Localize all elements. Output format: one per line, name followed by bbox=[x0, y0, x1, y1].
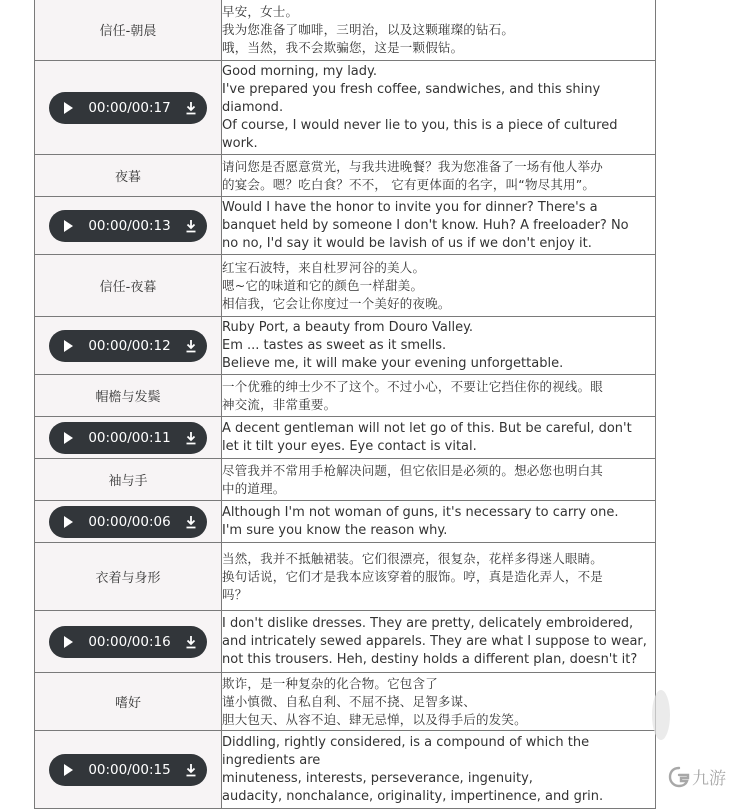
play-icon[interactable] bbox=[62, 431, 74, 445]
text-line: 早安，女士。 bbox=[222, 3, 299, 19]
audio-time: 00:00/00:12 bbox=[88, 337, 171, 354]
audio-time: 00:00/00:06 bbox=[88, 513, 171, 530]
play-icon[interactable] bbox=[62, 763, 74, 777]
voice-label-row bbox=[35, 375, 656, 417]
text-line: 我为您准备了咖啡，三明治，以及这颗璀璨的钻石。 bbox=[222, 21, 515, 37]
audio-player[interactable] bbox=[49, 506, 207, 538]
voice-title: 帽檐与发鬓 bbox=[35, 375, 222, 417]
audio-cell bbox=[35, 731, 222, 809]
chinese-text bbox=[222, 255, 656, 317]
play-icon[interactable] bbox=[62, 515, 74, 529]
audio-player[interactable] bbox=[49, 754, 207, 786]
download-icon[interactable] bbox=[185, 339, 197, 353]
text-line: minuteness, interests, perseverance, ingenuity, bbox=[222, 770, 533, 786]
text-line: 中的道理。 bbox=[222, 480, 286, 496]
audio-player[interactable] bbox=[49, 330, 207, 362]
english-text bbox=[222, 501, 656, 543]
watermark bbox=[668, 764, 726, 789]
english-text bbox=[222, 61, 656, 155]
audio-time: 00:00/00:17 bbox=[88, 99, 171, 116]
jiuyou-logo-icon bbox=[668, 766, 690, 788]
voice-audio-row bbox=[35, 317, 656, 375]
english-text bbox=[222, 317, 656, 375]
play-icon[interactable] bbox=[62, 219, 74, 233]
voice-label-row bbox=[35, 155, 656, 197]
text-line: 欺诈，是一种复杂的化合物。它包含了 bbox=[222, 675, 438, 691]
text-line: Diddling, rightly considered, is a compound of which the bbox=[222, 734, 590, 750]
download-icon[interactable] bbox=[185, 219, 197, 233]
text-line: I've prepared you fresh coffee, sandwiches, and this shiny bbox=[222, 81, 601, 97]
english-text bbox=[222, 731, 656, 809]
chinese-text bbox=[222, 375, 656, 417]
audio-cell bbox=[35, 611, 222, 673]
chinese-text bbox=[222, 155, 656, 197]
text-line: 吗？ bbox=[222, 586, 248, 602]
audio-player[interactable] bbox=[49, 626, 207, 658]
audio-time: 00:00/00:13 bbox=[88, 217, 171, 234]
play-icon[interactable] bbox=[62, 101, 74, 115]
text-line: 嗯~它的味道和它的颜色一样甜美。 bbox=[222, 277, 424, 293]
voice-label-row bbox=[35, 459, 656, 501]
text-line: 谨小慎微、自私自利、不屈不挠、足智多谋、 bbox=[222, 693, 477, 709]
text-line: not this trousers. Heh, destiny holds a different plan, doesn't it? bbox=[222, 651, 638, 667]
voice-audio-row bbox=[35, 501, 656, 543]
text-line: Of course, I would never lie to you, this is a piece of cultured bbox=[222, 117, 618, 133]
text-line: and intricately sewed apparels. They are what I suppose to wear, bbox=[222, 633, 647, 649]
voice-title: 信任-朝晨 bbox=[35, 0, 222, 61]
text-line: banquet held by someone I don't know. Huh? A freeloader? No bbox=[222, 217, 629, 233]
text-line: Although I'm not woman of guns, it's necessary to carry one. bbox=[222, 504, 619, 520]
english-text bbox=[222, 417, 656, 459]
voice-audio-row bbox=[35, 197, 656, 255]
text-line: Em ... tastes as sweet as it smells. bbox=[222, 337, 447, 353]
voice-title: 夜暮 bbox=[35, 155, 222, 197]
text-line: no no, I'd say it would be lavish of us if we don't enjoy it. bbox=[222, 235, 592, 251]
text-line: 换句话说，它们才是我本应该穿着的服饰。哼，真是造化弄人，不是 bbox=[222, 568, 604, 584]
chinese-text bbox=[222, 543, 656, 611]
audio-cell bbox=[35, 197, 222, 255]
voice-audio-row bbox=[35, 731, 656, 809]
audio-cell bbox=[35, 61, 222, 155]
audio-time: 00:00/00:16 bbox=[88, 633, 171, 650]
voice-lines-table bbox=[34, 0, 656, 809]
voice-title: 嗜好 bbox=[35, 673, 222, 731]
download-icon[interactable] bbox=[185, 763, 197, 777]
voice-audio-row bbox=[35, 417, 656, 459]
text-line: Good morning, my lady. bbox=[222, 63, 377, 79]
english-text bbox=[222, 611, 656, 673]
english-text bbox=[222, 197, 656, 255]
voice-title: 信任-夜暮 bbox=[35, 255, 222, 317]
text-line: ingredients are bbox=[222, 752, 321, 768]
download-icon[interactable] bbox=[185, 635, 197, 649]
text-line: A decent gentleman will not let go of this. But be careful, don't bbox=[222, 420, 632, 436]
voice-title: 袖与手 bbox=[35, 459, 222, 501]
text-line: I don't dislike dresses. They are pretty, delicately embroidered, bbox=[222, 615, 634, 631]
text-line: Ruby Port, a beauty from Douro Valley. bbox=[222, 319, 474, 335]
watermark-text: 九游 bbox=[692, 769, 726, 789]
download-icon[interactable] bbox=[185, 431, 197, 445]
audio-player[interactable] bbox=[49, 422, 207, 454]
text-line: let it tilt your eyes. Eye contact is vital. bbox=[222, 438, 477, 454]
voice-title: 衣着与身形 bbox=[35, 543, 222, 611]
text-line: 相信我，它会让你度过一个美好的夜晚。 bbox=[222, 295, 451, 311]
chinese-text bbox=[222, 673, 656, 731]
audio-player[interactable] bbox=[49, 92, 207, 124]
text-line: 哦，当然，我不会欺骗您，这是一颗假钻。 bbox=[222, 39, 464, 55]
text-line: diamond. bbox=[222, 99, 284, 115]
text-line: I'm sure you know the reason why. bbox=[222, 522, 448, 538]
audio-time: 00:00/00:15 bbox=[88, 761, 171, 778]
voice-audio-row bbox=[35, 61, 656, 155]
download-icon[interactable] bbox=[185, 101, 197, 115]
voice-label-row bbox=[35, 543, 656, 611]
audio-cell bbox=[35, 317, 222, 375]
play-icon[interactable] bbox=[62, 635, 74, 649]
text-line: 一个优雅的绅士少不了这个。不过小心，不要让它挡住你的视线。眼 bbox=[222, 378, 604, 394]
text-line: Believe me, it will make your evening unforgettable. bbox=[222, 355, 564, 371]
text-line: audacity, nonchalance, originality, impertinence, and grin. bbox=[222, 788, 604, 804]
text-line: 请问您是否愿意赏光，与我共进晚餐？我为您准备了一场有他人举办 bbox=[222, 158, 604, 174]
text-line: 的宴会。嗯？吃白食？不不， 它有更体面的名字，叫“物尽其用”。 bbox=[222, 176, 596, 192]
audio-player[interactable] bbox=[49, 210, 207, 242]
audio-time: 00:00/00:11 bbox=[88, 429, 171, 446]
text-line: 红宝石波特，来自杜罗河谷的美人。 bbox=[222, 259, 426, 275]
text-line: 神交流，非常重要。 bbox=[222, 396, 337, 412]
text-line: 胆大包天、从容不迫、肆无忌惮，以及得手后的发笑。 bbox=[222, 711, 527, 727]
voice-label-row bbox=[35, 673, 656, 731]
chinese-text bbox=[222, 459, 656, 501]
play-icon[interactable] bbox=[62, 339, 74, 353]
audio-cell bbox=[35, 417, 222, 459]
audio-cell bbox=[35, 501, 222, 543]
download-icon[interactable] bbox=[185, 515, 197, 529]
voice-audio-row bbox=[35, 611, 656, 673]
text-line: work. bbox=[222, 135, 258, 151]
text-line: Would I have the honor to invite you for dinner? There's a bbox=[222, 199, 598, 215]
chinese-text bbox=[222, 0, 656, 61]
text-line: 尽管我并不常用手枪解决问题，但它依旧是必须的。想必您也明白其 bbox=[222, 462, 604, 478]
voice-label-row bbox=[35, 255, 656, 317]
text-line: 当然，我并不抵触裙装。它们很漂亮，很复杂，花样多得迷人眼睛。 bbox=[222, 550, 604, 566]
watermark-shape bbox=[652, 690, 670, 740]
voice-label-row bbox=[35, 0, 656, 61]
